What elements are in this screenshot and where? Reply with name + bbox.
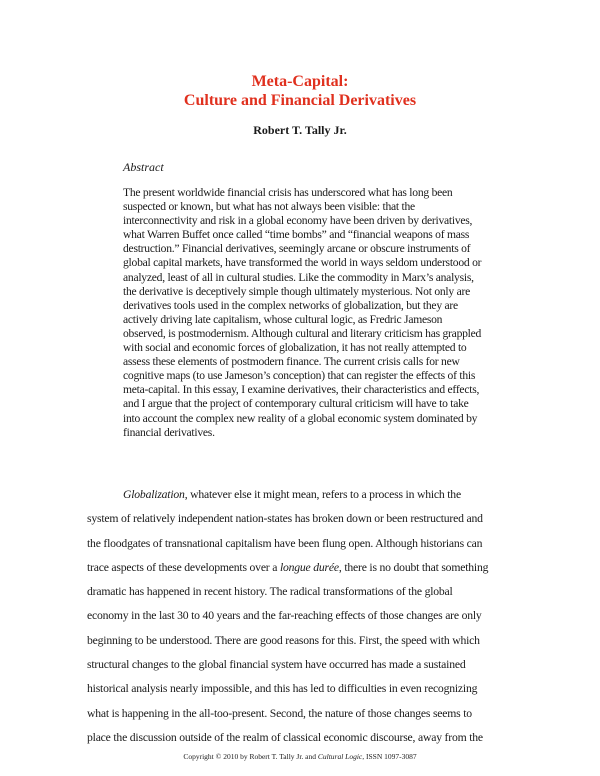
paper-title-line-2: Culture and Financial Derivatives [183, 92, 417, 109]
body-line [87, 556, 527, 580]
body-line: structural changes to the global financial system have occurred has made a sustained [87, 658, 466, 672]
abstract-line: into account the complex new reality of a global economic system dominated by [123, 411, 478, 425]
body-line: dramatic has happened in recent history. The radical transformations of the global [87, 585, 453, 599]
body-line: system of relatively independent nation-states has broken down or been restructured and [87, 512, 483, 526]
copyright-footer [0, 752, 600, 761]
abstract-line: the derivative is deceptively simple though ultimately mysterious. Not only are [123, 284, 470, 298]
abstract-line: global capital markets, have transformed the world in ways seldom understood or [123, 256, 482, 270]
body-italic-term: Globalization [123, 488, 185, 501]
body-paragraph [87, 483, 527, 750]
footer-text-run: , ISSN 1097-3087 [362, 752, 417, 761]
body-line: beginning to be understood. There are good reasons for this. First, the speed with which [87, 633, 480, 647]
abstract-line: analyzed, least of all in cultural studies. Like the commodity in Marx’s analysis, [123, 270, 474, 284]
body-text-run: , there is no doubt that something [338, 560, 489, 574]
abstract-line: meta-capital. In this essay, I examine derivatives, their characteristics and effects, [123, 383, 480, 397]
body-line [87, 483, 527, 507]
abstract-paragraph [123, 186, 483, 440]
abstract-line: and I argue that the project of contemporary cultural criticism will have to take [123, 397, 469, 411]
body-line: place the discussion outside of the realm of classical economic discourse, away from the [87, 730, 483, 744]
body-text-run: trace aspects of these developments over a [87, 560, 280, 574]
abstract-line: assess these elements of postmodern finance. The current crisis calls for new [123, 355, 460, 369]
abstract-line: The present worldwide financial crisis has underscored what has long been [123, 186, 453, 199]
abstract-line: cognitive maps (to use Jameson’s conception) that can register the effects of this [123, 369, 476, 383]
body-line: economy in the last 30 to 40 years and the far-reaching effects of those changes are only [87, 609, 482, 623]
footer-journal-name: Cultural Logic [317, 752, 363, 761]
abstract-line: suspected or known, but what has not always been visible: that the [123, 200, 415, 214]
paper-title-line-1: Meta-Capital: [251, 73, 349, 90]
author-name: Robert T. Tally Jr. [253, 123, 347, 137]
abstract-line: financial derivatives. [123, 425, 215, 439]
body-text-run: , whatever else it might mean, refers to a process in which the [184, 488, 461, 501]
abstract-line: what Warren Buffet once called “time bombs” and “financial weapons of mass [123, 228, 470, 242]
abstract-line: destruction.” Financial derivatives, seemingly arcane or obscure instruments of [123, 242, 471, 256]
abstract-line: interconnectivity and risk in a global economy have been driven by derivatives, [123, 214, 473, 228]
abstract-line: observed, is postmodernism. Although cultural and literary criticism has grappled [123, 326, 482, 340]
body-line: the floodgates of transnational capitalism have been flung open. Although historians can [87, 536, 483, 550]
abstract-line: actively driving late capitalism, whose cultural logic, as Fredric Jameson [123, 312, 443, 326]
body-italic-term: longue durée [279, 560, 339, 574]
abstract-line: with social and economic forces of globalization, it has not really attempted to [123, 341, 467, 355]
body-line: what is happening in the all-too-present. Second, the nature of those changes seems to [87, 706, 472, 720]
body-line: historical analysis nearly impossible, and this has led to difficulties in even recognizing [87, 682, 478, 696]
footer-text-run: Copyright © 2010 by Robert T. Tally Jr. and [183, 752, 318, 761]
abstract-heading: Abstract [123, 160, 164, 174]
abstract-line: derivatives tools used in the complex networks of globalization, but they are [123, 298, 458, 312]
